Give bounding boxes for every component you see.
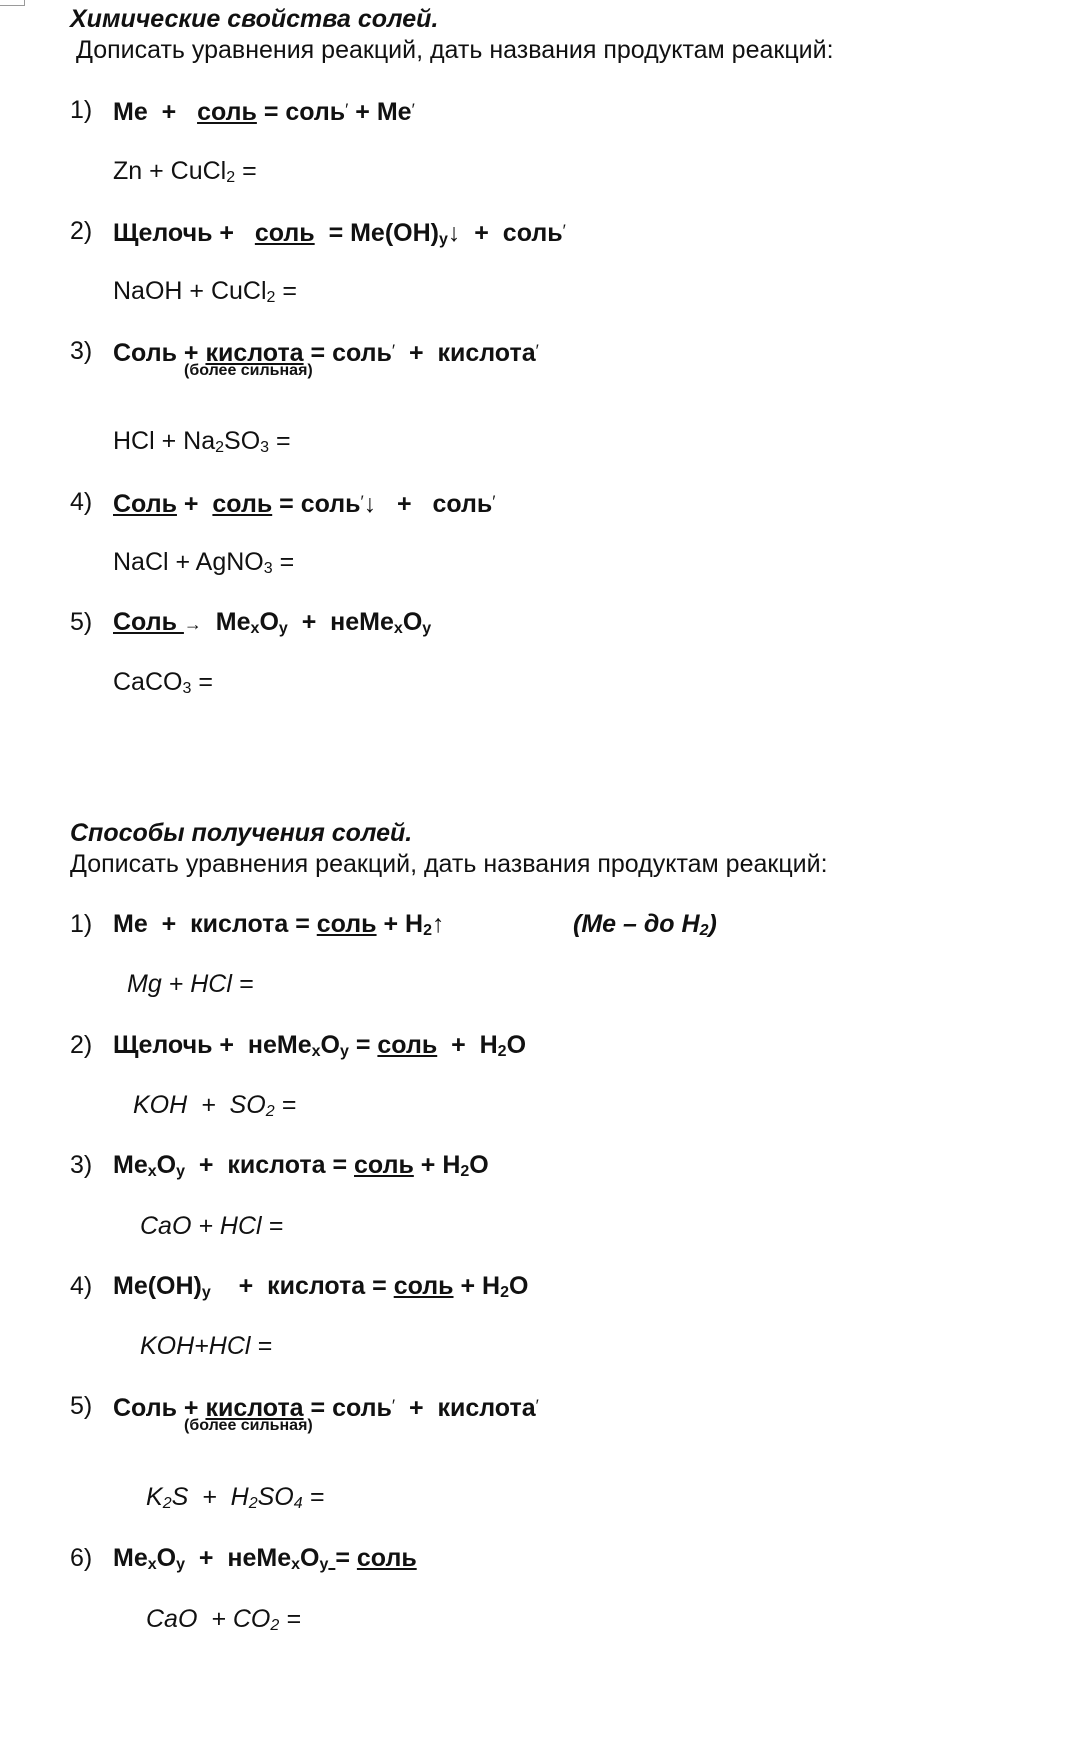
- s1-item1-example: Zn + CuCl$_2$ =: [113, 157, 257, 186]
- s1-item3-note: (более сильная): [184, 362, 313, 379]
- s2-item5-example: $K_2S + H_2SO_4$ =: [146, 1483, 325, 1512]
- s1-item5-example: CaCO$_3$ =: [113, 668, 213, 697]
- s1-item4-number: 4): [70, 488, 93, 516]
- s1-item4-example: NaCl + AgNO$_3$ =: [113, 548, 295, 577]
- s2-item4-example: KOH+HCl =: [140, 1332, 272, 1360]
- s1-item2-example: NaOH + CuCl$_2$ =: [113, 277, 297, 306]
- s2-item5-number: 5): [70, 1392, 93, 1420]
- s1-item2-formula: Щелочь + соль = $Me(OH)_y↓$ + соль′: [113, 219, 566, 248]
- s2-item6-number: 6): [70, 1544, 93, 1572]
- s1-item3-example: HCl + $Na_2SO_3$ =: [113, 427, 291, 456]
- s2-item2-formula: Щелочь + $неMe_xO_y$ = соль + $H_2O$: [113, 1031, 527, 1060]
- s1-item4-formula: Соль + соль = соль′↓ + соль′: [113, 490, 496, 518]
- s2-item1-example: Mg + HCl =: [127, 970, 254, 998]
- s2-item1-number: 1): [70, 910, 93, 938]
- s2-item3-formula: $Me_xO_y$ + кислота = соль + $H_2O$: [113, 1151, 489, 1180]
- page-corner-mark: [0, 0, 25, 6]
- s2-item5-formula: Соль + кислота = соль′ + кислота′: [113, 1394, 539, 1422]
- s2-item2-example: KOH + $SO_2$ =: [133, 1091, 297, 1120]
- s2-item3-number: 3): [70, 1151, 93, 1179]
- s2-side-note: (Me – до $H_2$): [573, 910, 717, 939]
- s2-item1-formula: Me + кислота = соль + $H_2↑$: [113, 910, 445, 939]
- section2-instruction: Дописать уравнения реакций, дать названия продуктам реакций:: [70, 850, 828, 878]
- s2-item4-formula: $Me(OH)_y$ + кислота = соль + $H_2O$: [113, 1272, 529, 1301]
- s2-item4-number: 4): [70, 1272, 93, 1300]
- section1-instruction: Дописать уравнения реакций, дать названия продуктам реакций:: [76, 36, 834, 64]
- s2-item6-formula: $Me_xO_y$ + $неMe_xO_y$ = соль: [113, 1544, 417, 1573]
- s1-item1-number: 1): [70, 96, 93, 124]
- s1-item5-formula: Соль → $Me_xO_y$ + $неMe_xO_y$: [113, 608, 432, 637]
- s1-item1-formula: Me + соль = соль′ + Me′: [113, 98, 415, 126]
- s2-item5-note: (более сильная): [184, 1417, 313, 1434]
- s2-item6-example: CaO + $CO_2$ =: [146, 1605, 301, 1634]
- s1-item3-number: 3): [70, 337, 93, 365]
- section1-title: Химические свойства солей.: [70, 5, 439, 33]
- s1-item2-number: 2): [70, 217, 93, 245]
- section2-title: Способы получения солей.: [70, 819, 413, 847]
- s2-item3-example: CaO + HCl =: [140, 1212, 284, 1240]
- s2-item2-number: 2): [70, 1031, 93, 1059]
- s1-item3-formula: Соль + кислота = соль′ + кислота′: [113, 339, 539, 367]
- s1-item5-number: 5): [70, 608, 93, 636]
